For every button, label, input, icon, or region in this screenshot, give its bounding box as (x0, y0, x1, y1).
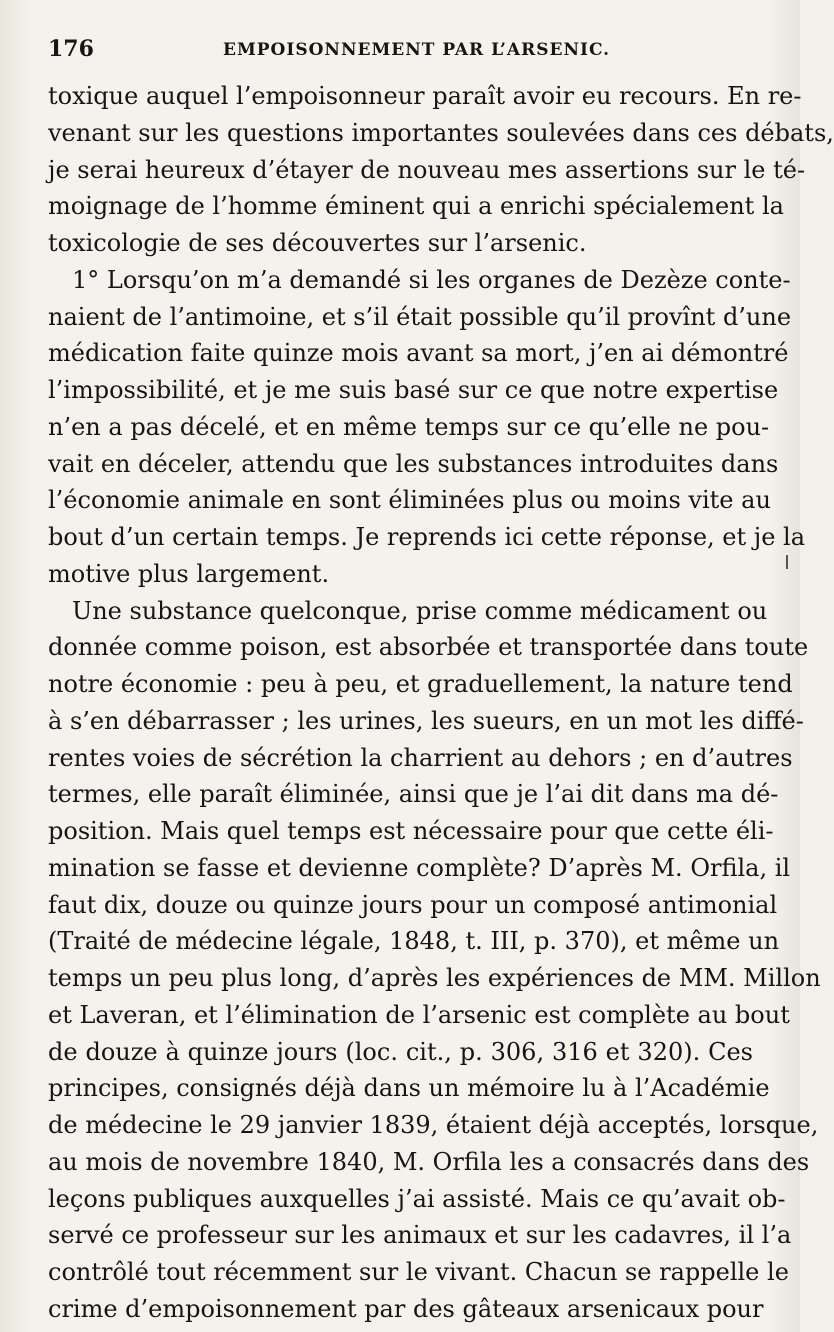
text-line: Une substance quelconque, prise comme médicament ou (72, 596, 768, 625)
gutter-mark (786, 555, 788, 569)
text-line: (Traité de médecine légale, 1848, t. III, p. 370), et même un (48, 927, 780, 956)
text-line: crime d’empoisonnement par des gâteaux arsenicaux pour (48, 1294, 764, 1323)
text-line: notre économie : peu à peu, et graduellement, la nature tend (48, 670, 793, 698)
text-line: vait en déceler, attendu que les substances introduites dans (48, 449, 779, 478)
page-body (48, 78, 834, 1328)
text-line: médication faite quinze mois avant sa mort, j’en ai démontré (48, 339, 789, 368)
text-line: n’en a pas décelé, et en même temps sur ce qu’elle ne pou- (48, 412, 770, 441)
text-line: toxicologie de ses découvertes sur l’arsenic. (48, 229, 587, 257)
text-line: venant sur les questions importantes soulevées dans ces débats, (48, 118, 834, 147)
page-number: 176 (48, 36, 94, 62)
text-line: temps un peu plus long, d’après les expériences de MM. Millon (48, 964, 821, 992)
text-line: contrôlé tout récemment sur le vivant. Chacun se rappelle le (48, 1258, 789, 1286)
text-line: faut dix, douze ou quinze jours pour un composé antimonial (48, 890, 778, 919)
text-line: servé ce professeur sur les animaux et sur les cadavres, il l’a (48, 1221, 792, 1250)
text-line: rentes voies de sécrétion la charrient au dehors ; en d’autres (48, 743, 793, 772)
text-line: termes, elle paraît éliminée, ainsi que je l’ai dit dans ma dé- (48, 780, 779, 809)
text-line: l’impossibilité, et je me suis basé sur ce que notre expertise (48, 376, 779, 404)
text-line: motive plus largement. (48, 559, 330, 588)
page-header (48, 36, 760, 68)
running-head: EMPOISONNEMENT PAR L’ARSENIC. (223, 40, 611, 60)
text-line: de médecine le 29 janvier 1839, étaient déjà acceptés, lorsque, (48, 1111, 819, 1139)
text-line: au mois de novembre 1840, M. Orfila les a consacrés dans des (48, 1147, 810, 1176)
text-line: moignage de l’homme éminent qui a enrichi spécialement la (48, 192, 784, 221)
text-line: l’économie animale en sont éliminées plus ou moins vite au (48, 486, 771, 515)
text-line: à s’en débarrasser ; les urines, les sueurs, en un mot les diffé- (48, 706, 804, 735)
text-line: position. Mais quel temps est nécessaire pour que cette éli- (48, 817, 774, 845)
text-line: je serai heureux d’étayer de nouveau mes assertions sur le té- (48, 155, 806, 184)
text-line: principes, consignés déjà dans un mémoire lu à l’Académie (48, 1074, 770, 1103)
text-line: toxique auquel l’empoisonneur paraît avoir eu recours. En re- (48, 82, 802, 110)
text-line: 1° Lorsqu’on m’a demandé si les organes de Dezèze conte- (72, 265, 791, 294)
text-line: naient de l’antimoine, et s’il était possible qu’il provînt d’une (48, 302, 792, 331)
text-line: bout d’un certain temps. Je reprends ici cette réponse, et je la (48, 523, 806, 551)
text-line: mination se fasse et devienne complète? D’après M. Orfila, il (48, 853, 791, 882)
text-line: donnée comme poison, est absorbée et transportée dans toute (48, 633, 809, 662)
text-line: de douze à quinze jours (loc. cit., p. 306, 316 et 320). Ces (48, 1037, 753, 1066)
text-line: et Laveran, et l’élimination de l’arsenic est complète au bout (48, 1000, 790, 1029)
text-line: leçons publiques auxquelles j’ai assisté. Mais ce qu’avait ob- (48, 1184, 786, 1213)
